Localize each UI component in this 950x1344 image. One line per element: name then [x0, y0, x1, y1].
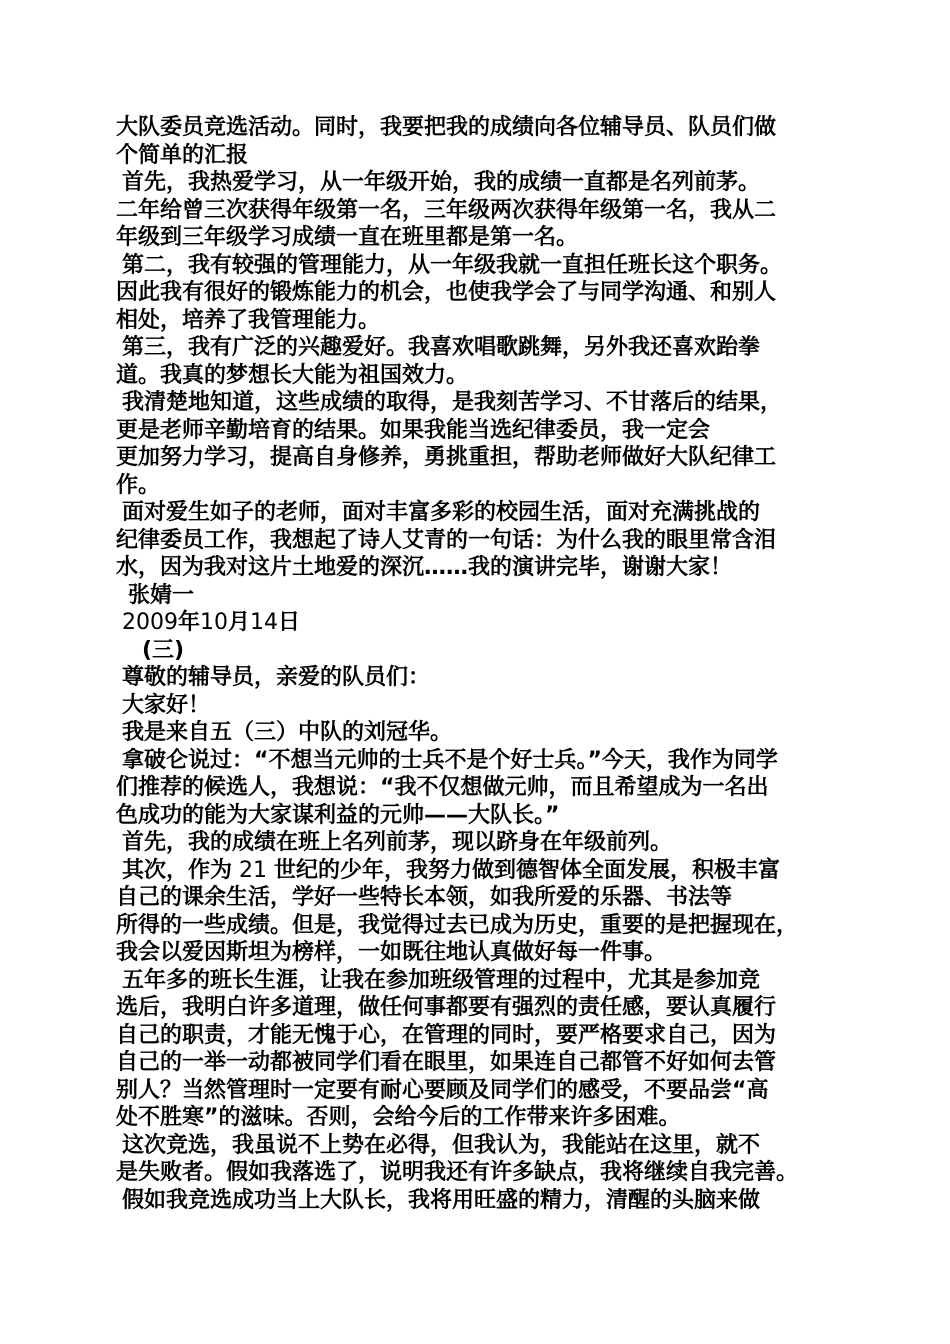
text-line: 水，因为我对这片土地爱的深沉……我的演讲完毕，谢谢大家！ — [116, 555, 733, 580]
section-heading: (三) — [142, 637, 185, 663]
text-line: 大家好！ — [122, 692, 211, 718]
text-line: 色成功的能为大家谋利益的元帅——大队长。” — [116, 802, 560, 828]
text-line: 首先，我热爱学习，从一年级开始，我的成绩一直都是名列前茅。 — [122, 170, 761, 195]
date-line: 2009年10月14日 — [122, 610, 301, 635]
document-page — [116, 114, 856, 1214]
text-line: 所得的一些成绩。但是，我觉得过去已成为历史，重要的是把握现在， — [116, 912, 799, 938]
signature-name: 张婧一 — [128, 582, 195, 608]
text-line: 自己的课余生活，学好一些特长本领，如我所爱的乐器、书法等 — [116, 885, 733, 910]
text-line: 作。 — [116, 472, 161, 498]
text-line: 这次竞选，我虽说不上势在必得，但我认为，我能站在这里，就不 — [122, 1132, 761, 1158]
text-line: 我清楚地知道，这些成绩的取得，是我刻苦学习、不甘落后的结果， — [122, 390, 783, 415]
text-line: 假如我竞选成功当上大队长，我将用旺盛的精力，清醒的头脑来做 — [122, 1187, 761, 1213]
text-line: 自己的职责，才能无愧于心，在管理的同时，要严格要求自己，因为 — [116, 1022, 777, 1048]
text-line: 拿破仑说过：“不想当元帅的士兵不是个好士兵。”今天，我作为同学 — [122, 747, 778, 773]
text-line: 是失败者。假如我落选了，说明我还有许多缺点，我将继续自我完善。 — [116, 1160, 799, 1185]
text-line: 道。我真的梦想长大能为祖国效力。 — [116, 362, 469, 388]
text-line: 年级到三年级学习成绩一直在班里都是第一名。 — [116, 225, 579, 250]
text-line: 更是老师辛勤培育的结果。如果我能当选纪律委员，我一定会 — [116, 417, 711, 443]
text-line: 个简单的汇报 — [116, 142, 249, 168]
text-line: 别人？当然管理时一定要有耐心要顾及同学们的感受，不要品尝“高 — [116, 1077, 769, 1103]
text-line: 自己的一举一动都被同学们看在眼里，如果连自己都管不好如何去管 — [116, 1050, 777, 1075]
text-line: 相处，培养了我管理能力。 — [116, 307, 381, 333]
text-line: 大队委员竞选活动。同时，我要把我的成绩向各位辅导员、队员们做 — [116, 115, 777, 140]
text-line: 二年给曾三次获得年级第一名，三年级两次获得年级第一名，我从二 — [116, 197, 777, 223]
text-line: 第二，我有较强的管理能力，从一年级我就一直担任班长这个职务。 — [122, 252, 783, 278]
text-line: 处不胜寒”的滋味。否则，会给今后的工作带来许多困难。 — [116, 1105, 681, 1130]
text-line: 我是来自五（三）中队的刘冠华。 — [122, 720, 453, 745]
text-line: 更加努力学习，提高自身修养，勇挑重担，帮助老师做好大队纪律工 — [116, 445, 777, 470]
text-line: 纪律委员工作，我想起了诗人艾青的一句话：为什么我的眼里常含泪 — [116, 527, 777, 553]
text-line: 其次，作为 21 世纪的少年，我努力做到德智体全面发展，积极丰富 — [122, 857, 781, 883]
text-line: 尊敬的辅导员，亲爱的队员们： — [122, 665, 431, 690]
text-line: 我会以爱因斯坦为榜样，一如既往地认真做好每一件事。 — [116, 940, 667, 965]
text-line: 选后，我明白许多道理，做任何事都要有强烈的责任感，要认真履行 — [116, 995, 777, 1020]
text-line: 们推荐的候选人，我想说：“我不仅想做元帅，而且希望成为一名出 — [116, 775, 769, 800]
text-line: 五年多的班长生涯，让我在参加班级管理的过程中，尤其是参加竞 — [122, 967, 761, 993]
text-line: 因此我有很好的锻炼能力的机会，也使我学会了与同学沟通、和别人 — [116, 280, 777, 305]
text-line: 首先，我的成绩在班上名列前茅，现以跻身在年级前列。 — [122, 830, 673, 855]
text-line: 第三，我有广泛的兴趣爱好。我喜欢唱歌跳舞，另外我还喜欢跆拳 — [122, 335, 761, 360]
text-line: 面对爱生如子的老师，面对丰富多彩的校园生活，面对充满挑战的 — [122, 500, 761, 525]
